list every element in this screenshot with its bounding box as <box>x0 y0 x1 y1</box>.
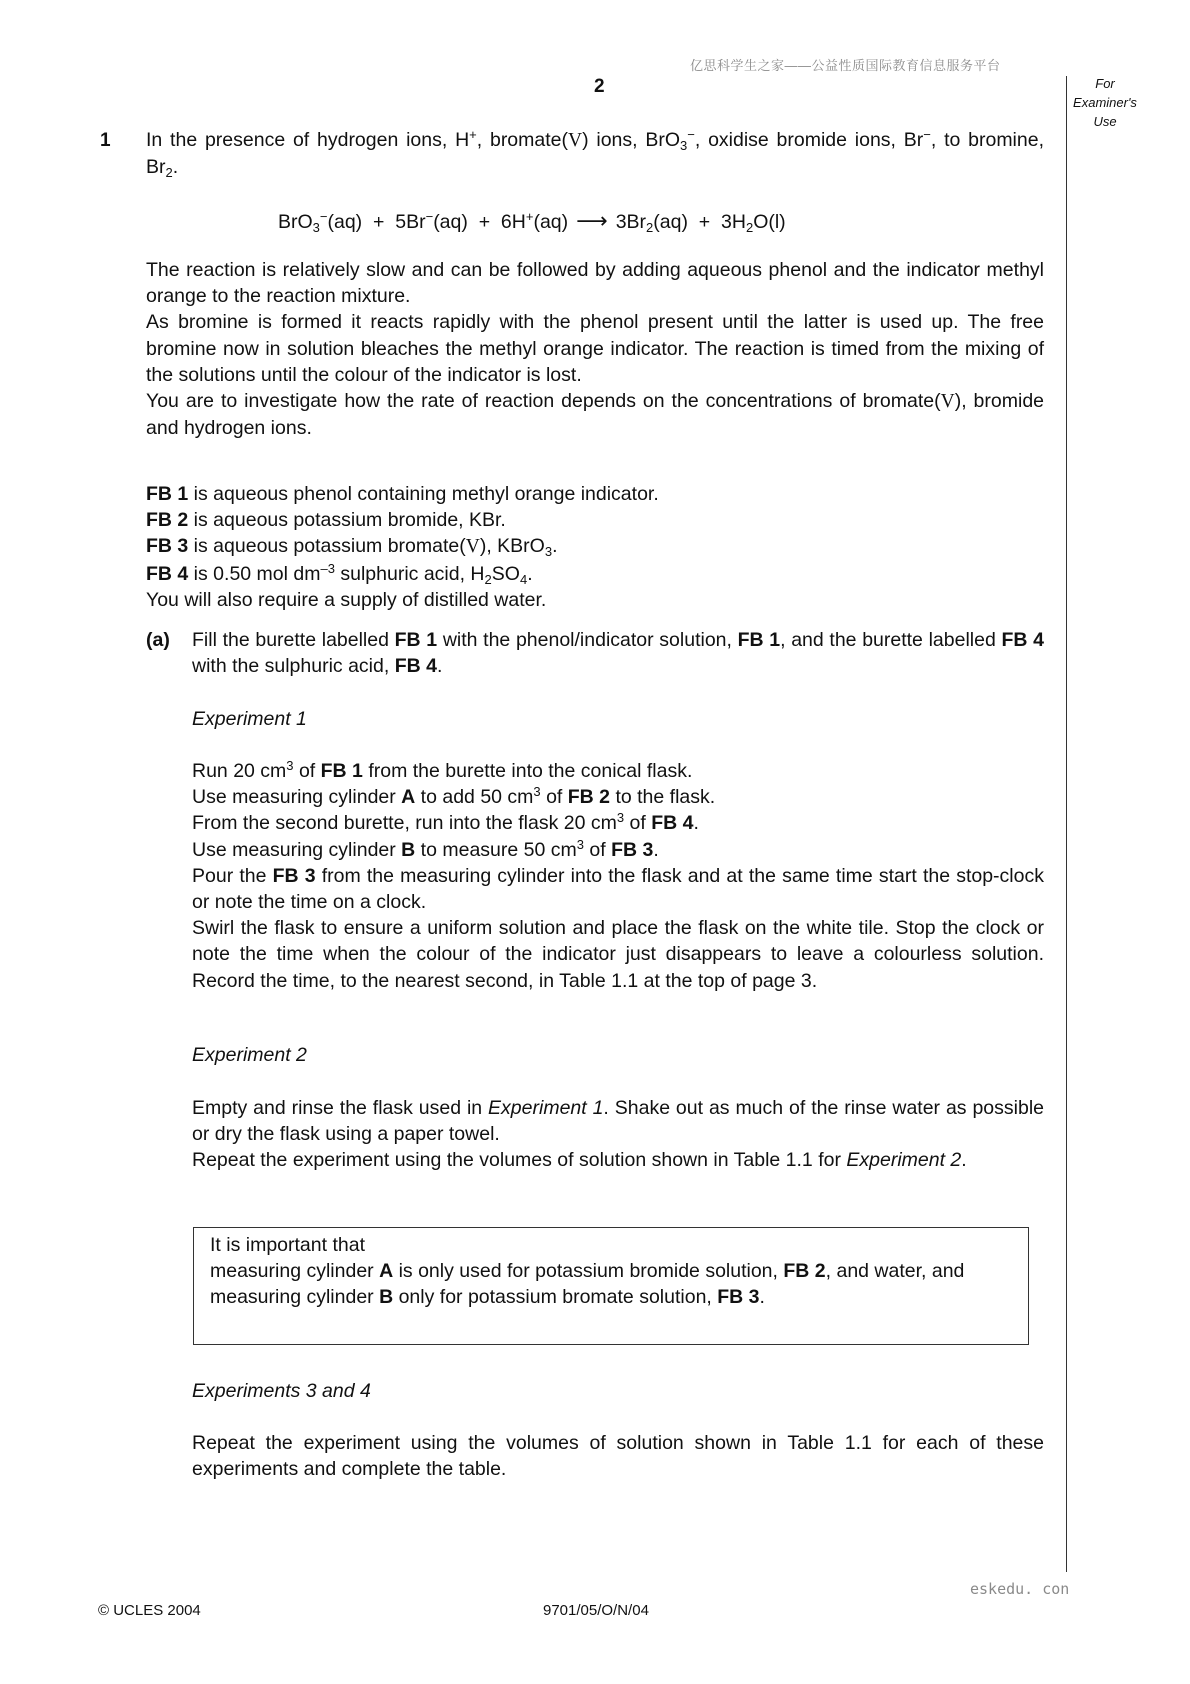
examiner-margin-line <box>1066 76 1067 1572</box>
examiner-label-line: For <box>1095 76 1115 91</box>
reaction-arrow-icon: ⟶ <box>576 208 608 233</box>
distilled-water-note: You will also require a supply of distilled water. <box>146 588 547 611</box>
watermark-header: 亿思科学生之家——公益性质国际教育信息服务平台 <box>690 58 1001 73</box>
part-a-instruction: Fill the burette labelled FB 1 with the phenol/indicator solution, FB 1, and the burette labelled FB 4 with the sulphuric acid, FB 4. <box>192 629 1044 678</box>
important-note-box <box>193 1227 1029 1345</box>
note-line: measuring cylinder A is only used for potassium bromide solution, FB 2, and water, and <box>210 1260 965 1283</box>
step: Use measuring cylinder B to measure 50 $cm^3$ of FB 3. <box>192 836 659 861</box>
paragraph: The reaction is relatively slow and can be followed by adding aqueous phenol and the indicator methyl orange to the reaction mixture. <box>146 259 1044 308</box>
experiment-2-heading: Experiment 2 <box>192 1044 307 1066</box>
note-line: measuring cylinder B only for potassium bromate solution, FB 3. <box>210 1286 765 1309</box>
solution-fb3: FB 3 is aqueous potassium bromate(V), KBrO$_3$. <box>146 535 558 560</box>
watermark-footer: eskedu. con <box>970 1580 1070 1598</box>
note-line: It is important that <box>210 1234 365 1256</box>
examiner-use-label <box>1068 74 1142 131</box>
paper-code: 9701/05/O/N/04 <box>543 1602 649 1619</box>
step: Repeat the experiment using the volumes of solution shown in Table 1.1 for Experiment 2. <box>192 1149 967 1172</box>
part-a-label: (a) <box>146 629 170 651</box>
question-intro: In the presence of hydrogen ions, H+, bromate(V) ions, BrO$_3$−, oxidise bromide ions, Br−, to bromine, $Br_2$. <box>146 127 1044 181</box>
solutions-list <box>146 481 1044 613</box>
experiments-3-4-instruction: Repeat the experiment using the volumes of solution shown in Table 1.1 for each of these experiments and complete the table. <box>192 1432 1044 1481</box>
copyright: © UCLES 2004 <box>98 1602 201 1619</box>
method-description <box>146 257 1044 441</box>
step: Run 20 $cm^3$ of FB 1 from the burette into the conical flask. <box>192 758 693 782</box>
step: Use measuring cylinder A to add 50 $cm^3$ of FB 2 to the flask. <box>192 784 716 809</box>
experiment-2-steps <box>192 1095 1044 1174</box>
solution-fb1: FB 1 is aqueous phenol containing methyl orange indicator. <box>146 483 659 505</box>
paragraph: As bromine is formed it reacts rapidly with the phenol present until the latter is used up. The free bromine now in solution bleaches the methyl orange indicator. The reaction is timed from the mixing of the solutions until the colour of the indicator is lost. <box>146 311 1044 386</box>
paragraph: You are to investigate how the rate of reaction depends on the concentrations of bromate(V), bromide and hydrogen ions. <box>146 390 1045 440</box>
solution-fb4: FB 4 is 0.50 mol $dm^{-3}$ sulphuric acid, $H_2SO_4$. <box>146 560 533 587</box>
step: Pour the FB 3 from the measuring cylinder into the flask and at the same time start the stop-clock or note the time on a clock. <box>192 864 1044 914</box>
step: Empty and rinse the flask used in Experiment 1. Shake out as much of the rinse water as possible or dry the flask using a paper towel. <box>192 1097 1044 1146</box>
experiment-1-steps <box>192 758 1044 994</box>
examiner-label-line: Examiner's <box>1073 95 1137 110</box>
experiment-1-heading: Experiment 1 <box>192 708 307 730</box>
step: From the second burette, run into the flask 20 $cm^3$ of FB 4. <box>192 810 699 835</box>
reaction-equation: BrO$_3$−(aq) + 5Br−(aq) + 6H+(aq) ⟶ $3Br_2(aq) + 3H_2O(l)$ <box>278 208 786 235</box>
solution-fb2: FB 2 is aqueous potassium bromide, KBr. <box>146 509 506 532</box>
experiments-3-4-heading: Experiments 3 and 4 <box>192 1380 371 1402</box>
question-number: 1 <box>100 130 111 151</box>
page-number: 2 <box>594 76 605 97</box>
step: Swirl the flask to ensure a uniform solution and place the flask on the white tile. Stop the clock or note the time when the colour of the indicator just disappears to leave a colourless solution. Record the time, to the nearest second, in Table 1.1 at the top of page 3. <box>192 917 1044 992</box>
examiner-label-line: Use <box>1093 114 1117 129</box>
